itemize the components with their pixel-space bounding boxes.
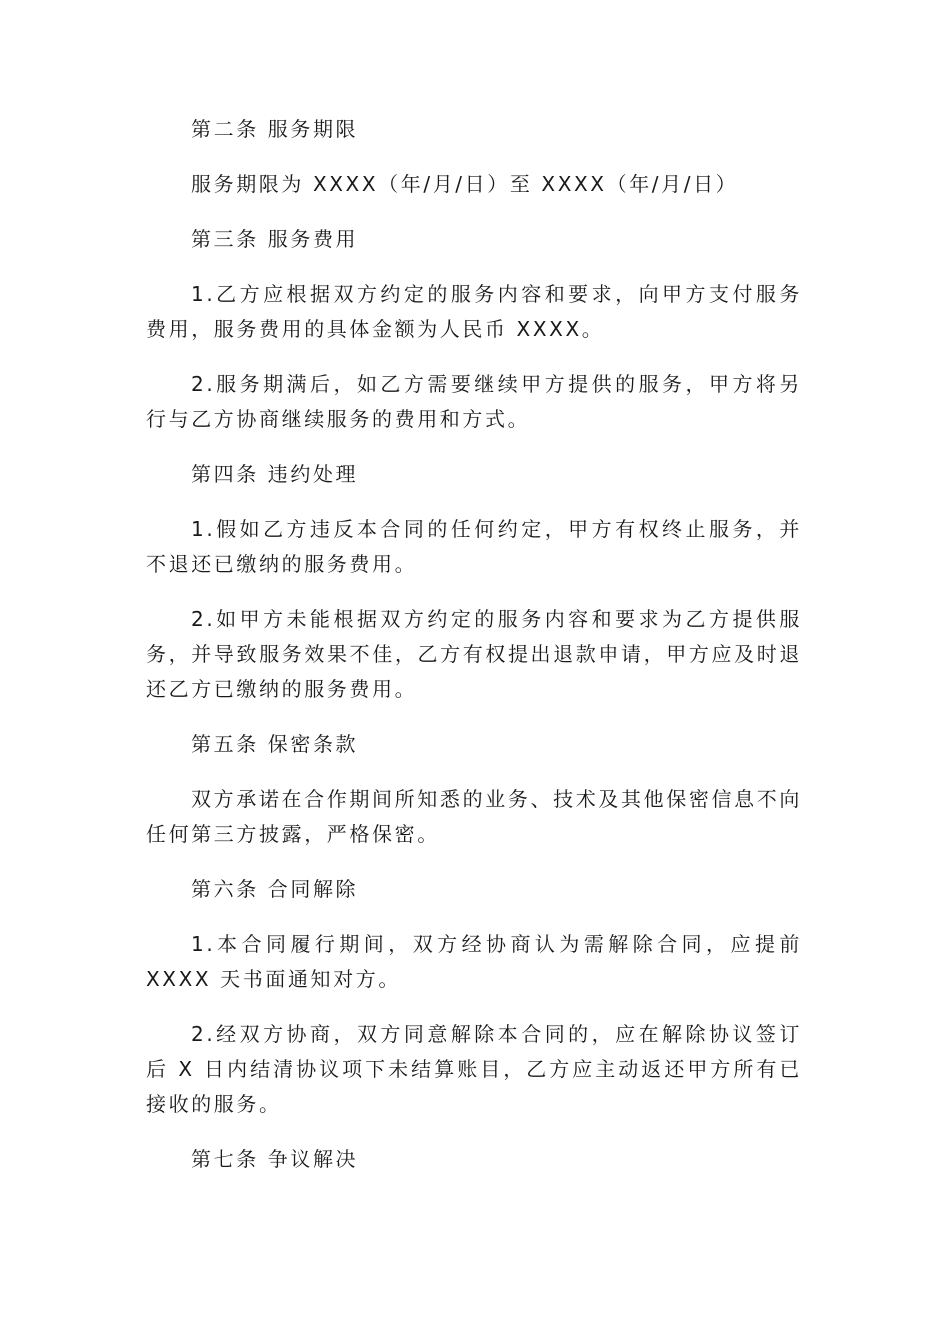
article-3-clause-1: 1.乙方应根据双方约定的服务内容和要求，向甲方支付服务费用，服务费用的具体金额为人民币 XXXX。 (146, 282, 802, 341)
article-2-text: 服务期限为 XXXX（年/月/日）至 XXXX（年/月/日） (191, 172, 739, 196)
article-3-heading: 第三条 服务费用 (191, 227, 359, 251)
article-4-clause-1: 1.假如乙方违反本合同的任何约定，甲方有权终止服务，并不退还已缴纳的服务费用。 (146, 517, 802, 576)
article-5-text: 双方承诺在合作期间所知悉的业务、技术及其他保密信息不向任何第三方披露，严格保密。 (146, 787, 802, 846)
article-4-heading: 第四条 违约处理 (191, 462, 359, 486)
article-5-heading: 第五条 保密条款 (191, 732, 359, 756)
article-4-clause-2: 2.如甲方未能根据双方约定的服务内容和要求为乙方提供服务，并导致服务效果不佳，乙方有权提出退款申请，甲方应及时退还乙方已缴纳的服务费用。 (146, 607, 802, 701)
document-body (146, 112, 802, 1197)
article-6-heading: 第六条 合同解除 (191, 877, 359, 901)
article-3-clause-2: 2.服务期满后，如乙方需要继续甲方提供的服务，甲方将另行与乙方协商继续服务的费用和方式。 (146, 372, 802, 431)
article-6-clause-1: 1.本合同履行期间，双方经协商认为需解除合同，应提前 XXXX 天书面通知对方。 (146, 932, 802, 991)
article-2-heading: 第二条 服务期限 (191, 117, 359, 141)
article-7-heading: 第七条 争议解决 (191, 1147, 359, 1171)
article-6-clause-2: 2.经双方协商，双方同意解除本合同的，应在解除协议签订后 X 日内结清协议项下未结算账目，乙方应主动返还甲方所有已接收的服务。 (146, 1022, 802, 1116)
